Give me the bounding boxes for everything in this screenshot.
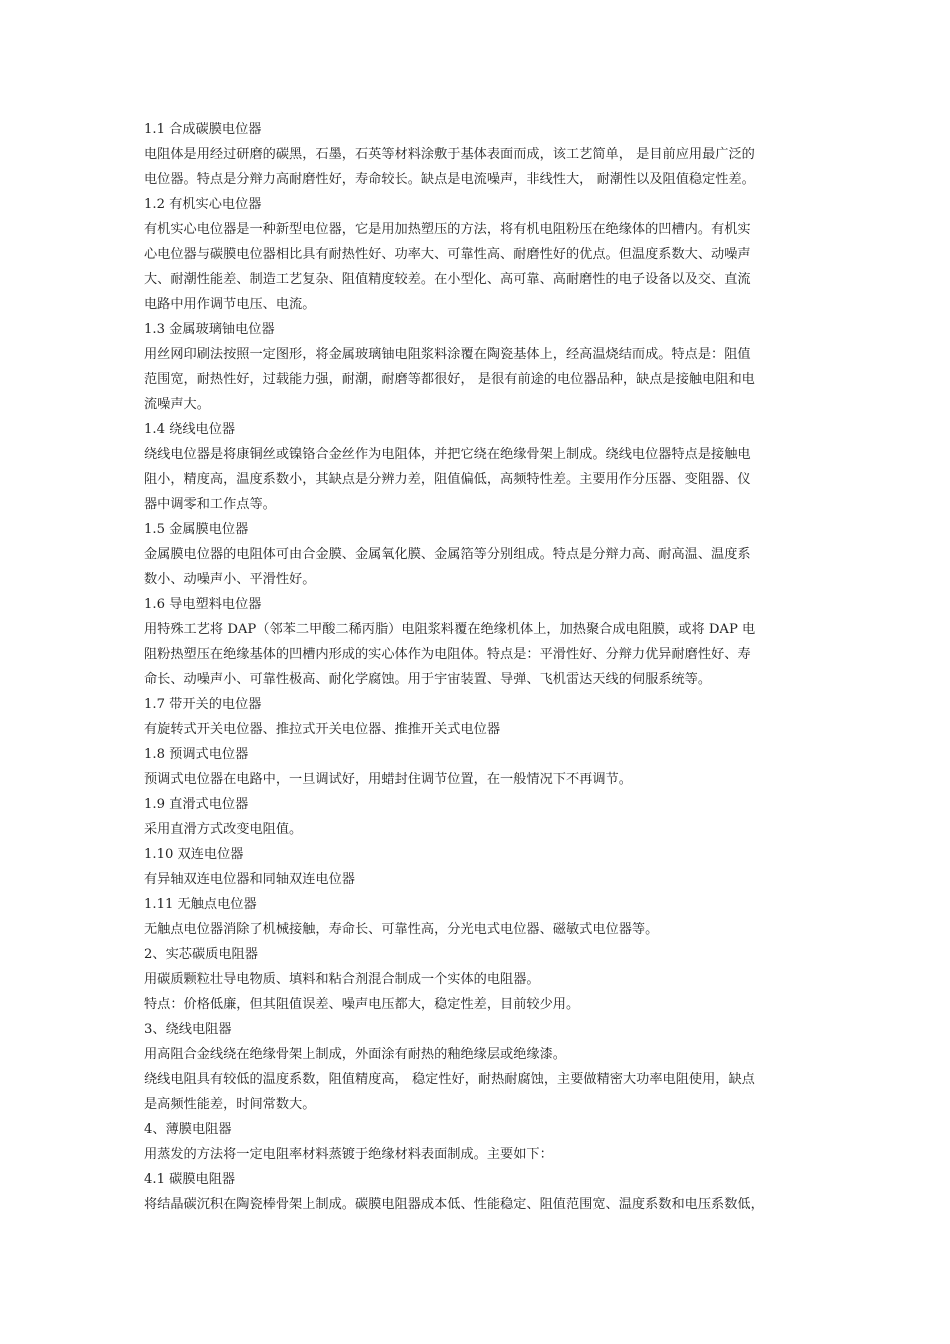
section-heading: 1.2 有机实心电位器 (144, 197, 262, 212)
section-heading: 1.3 金属玻璃铀电位器 (144, 322, 275, 337)
section-heading: 1.6 导电塑料电位器 (144, 597, 262, 612)
section-heading: 1.1 合成碳膜电位器 (144, 122, 262, 137)
section-heading: 4、薄膜电阻器 (144, 1122, 232, 1137)
paragraph-line: 用丝网印刷法按照一定图形，将金属玻璃铀电阻浆料涂覆在陶瓷基体上，经高温烧结而成。特点是：阻值 (144, 347, 751, 362)
section-heading: 4.1 碳膜电阻器 (144, 1172, 236, 1187)
paragraph-line: 阻粉热塑压在绝缘基体的凹槽内形成的实心体作为电阻体。特点是：平滑性好、分辩力优异耐磨性好、寿 (144, 647, 751, 662)
paragraph-line: 电路中用作调节电压、电流。 (144, 297, 316, 312)
section-heading: 1.11 无触点电位器 (144, 897, 257, 912)
section-heading: 1.4 绕线电位器 (144, 422, 236, 437)
paragraph-line: 流噪声大。 (144, 397, 210, 412)
section-heading: 1.10 双连电位器 (144, 847, 244, 862)
paragraph-line: 命长、动噪声小、可靠性极高、耐化学腐蚀。用于宇宙装置、导弹、飞机雷达天线的伺服系统等。 (144, 672, 712, 687)
section-heading: 1.8 预调式电位器 (144, 747, 249, 762)
paragraph-line: 特点：价格低廉，但其阻值误差、噪声电压都大，稳定性差，目前较少用。 (144, 997, 580, 1012)
paragraph-line: 电位器。特点是分辩力高耐磨性好，寿命较长。缺点是电流噪声，非线性大， 耐潮性以及阻值稳定性差。 (144, 172, 755, 187)
section-heading: 3、绕线电阻器 (144, 1022, 232, 1037)
paragraph-line: 范围宽，耐热性好，过载能力强，耐潮，耐磨等都很好， 是很有前途的电位器品种，缺点是接触电阻和电 (144, 372, 755, 387)
paragraph-line: 用碳质颗粒壮导电物质、填料和粘合剂混合制成一个实体的电阻器。 (144, 972, 540, 987)
paragraph-line: 电阻体是用经过研磨的碳黑，石墨，石英等材料涂敷于基体表面而成，该工艺简单， 是目前应用最广泛的 (144, 147, 755, 162)
paragraph-line: 绕线电位器是将康铜丝或镍铬合金丝作为电阻体，并把它绕在绝缘骨架上制成。绕线电位器特点是接触电 (144, 447, 751, 462)
document-text-body (144, 117, 808, 1217)
paragraph-line: 采用直滑方式改变电阻值。 (144, 822, 303, 837)
paragraph-line: 金属膜电位器的电阻体可由合金膜、金属氧化膜、金属箔等分别组成。特点是分辩力高、耐高温、温度系 (144, 547, 751, 562)
paragraph-line: 用高阻合金线绕在绝缘骨架上制成，外面涂有耐热的釉绝缘层或绝缘漆。 (144, 1047, 566, 1062)
paragraph-line: 无触点电位器消除了机械接触，寿命长、可靠性高，分光电式电位器、磁敏式电位器等。 (144, 922, 659, 937)
section-heading: 1.5 金属膜电位器 (144, 522, 249, 537)
paragraph-line: 数小、动噪声小、平滑性好。 (144, 572, 316, 587)
paragraph-line: 大、耐潮性能差、制造工艺复杂、阻值精度较差。在小型化、高可靠、高耐磨性的电子设备以及交、直流 (144, 272, 751, 287)
paragraph-line: 将结晶碳沉积在陶瓷棒骨架上制成。碳膜电阻器成本低、性能稳定、阻值范围宽、温度系数和电压系数低， (144, 1197, 764, 1212)
section-heading: 1.7 带开关的电位器 (144, 697, 262, 712)
paragraph-line: 用蒸发的方法将一定电阻率材料蒸镀于绝缘材料表面制成。主要如下： (144, 1147, 553, 1162)
section-heading: 2、实芯碳质电阻器 (144, 947, 258, 962)
section-heading: 1.9 直滑式电位器 (144, 797, 249, 812)
paragraph-line: 用特殊工艺将 DAP（邻苯二甲酸二稀丙脂）电阻浆料覆在绝缘机体上，加热聚合成电阻膜，或将 DAP 电 (144, 622, 756, 637)
paragraph-line: 是高频性能差，时间常数大。 (144, 1097, 316, 1112)
paragraph-line: 心电位器与碳膜电位器相比具有耐热性好、功率大、可靠性高、耐磨性好的优点。但温度系数大、动噪声 (144, 247, 751, 262)
paragraph-line: 有异轴双连电位器和同轴双连电位器 (144, 872, 355, 887)
paragraph-line: 有机实心电位器是一种新型电位器，它是用加热塑压的方法，将有机电阻粉压在绝缘体的凹槽内。有机实 (144, 222, 751, 237)
paragraph-line: 阻小，精度高，温度系数小，其缺点是分辨力差，阻值偏低，高频特性差。主要用作分压器、变阻器、仪 (144, 472, 751, 487)
paragraph-line: 器中调零和工作点等。 (144, 497, 276, 512)
paragraph-line: 绕线电阻具有较低的温度系数，阻值精度高， 稳定性好，耐热耐腐蚀，主要做精密大功率电阻使用，缺点 (144, 1072, 755, 1087)
paragraph-line: 有旋转式开关电位器、推拉式开关电位器、推推开关式电位器 (144, 722, 501, 737)
paragraph-line: 预调式电位器在电路中，一旦调试好，用蜡封住调节位置，在一般情况下不再调节。 (144, 772, 632, 787)
